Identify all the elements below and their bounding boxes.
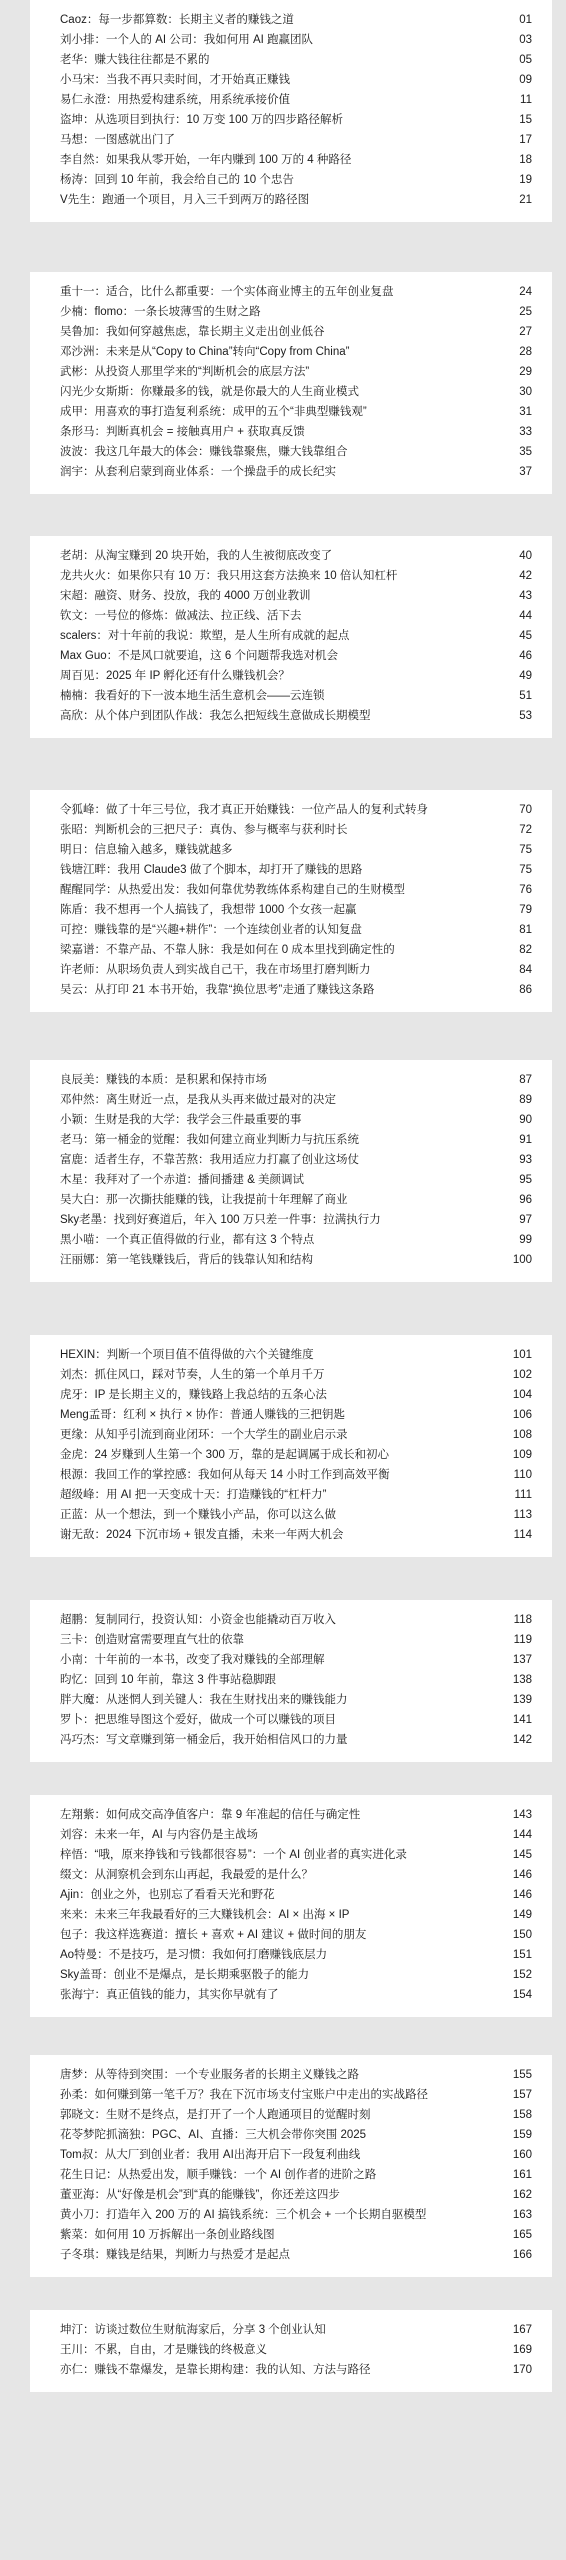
entry-title: 金虎：24 岁赚到人生第一个 300 万，靠的是起调属于成长和初心: [60, 1449, 390, 1461]
entry-title: 盗坤：从选项目到执行：10 万变 100 万的四步路径解析: [60, 114, 344, 126]
toc-entry[interactable]: [60, 960, 532, 980]
toc-entry[interactable]: [60, 860, 532, 880]
entry-title: 富鹿：适者生存，不靠苦熬：我用适应力打赢了创业这场仗: [60, 1154, 359, 1166]
entry-page-number: 167: [512, 2324, 532, 2336]
entry-title: 紫菜：如何用 10 万拆解出一条创业路线图: [60, 2229, 275, 2241]
toc-entry[interactable]: [60, 980, 532, 1000]
entry-title: 更缘：从知乎引流到商业闭环：一个大学生的副业启示录: [60, 1429, 348, 1441]
entry-title: 子冬琪：赚钱是结果，判断力与热爱才是起点: [60, 2249, 290, 2261]
toc-entry[interactable]: [60, 1825, 532, 1845]
entry-page-number: 109: [512, 1449, 532, 1461]
entry-title: 花苓梦陀抓滴独：PGC、AI、直播：三大机会带你突围 2025: [60, 2129, 367, 2141]
entry-page-number: 28: [519, 346, 532, 358]
toc-entry[interactable]: [60, 1170, 532, 1190]
entry-page-number: 165: [512, 2229, 532, 2241]
entry-title: Sky盖哥：创业不是爆点，是长期乘驱骰子的能力: [60, 1969, 310, 1981]
entry-title: 小南：十年前的一本书，改变了我对赚钱的全部理解: [60, 1654, 325, 1666]
toc-entry[interactable]: [60, 2225, 532, 2245]
toc-entry[interactable]: [60, 940, 532, 960]
entry-page-number: 110: [513, 1469, 532, 1481]
entry-title: 老华：赚大钱往往都是不累的: [60, 54, 210, 66]
entry-title: 明日：信息输入越多，赚钱就越多: [60, 844, 233, 856]
toc-entry[interactable]: [60, 920, 532, 940]
toc-entry[interactable]: [60, 2205, 532, 2225]
toc-entry[interactable]: [60, 342, 532, 362]
toc-entry[interactable]: [60, 1525, 532, 1545]
entry-page-number: 144: [512, 1829, 532, 1841]
entry-title: 孙柔：如何赚到第一笔千万？我在下沉市场支付宝账户中走出的实战路径: [60, 2089, 428, 2101]
toc-entry[interactable]: [60, 282, 532, 302]
entry-page-number: 161: [512, 2169, 532, 2181]
toc-entry[interactable]: [60, 1210, 532, 1230]
entry-title: 良辰美：赚钱的本质：是积累和保持市场: [60, 1074, 267, 1086]
entry-page-number: 53: [519, 710, 532, 722]
toc-entry[interactable]: [60, 1345, 532, 1365]
toc-entry[interactable]: [60, 422, 532, 442]
entry-page-number: 157: [512, 2089, 532, 2101]
toc-section: [30, 1795, 552, 2017]
entry-page-number: 114: [513, 1529, 532, 1541]
entry-title: 少楠：flomo：一条长坡薄雪的生财之路: [60, 306, 261, 318]
entry-page-number: 27: [519, 326, 532, 338]
entry-title: 条形马：判断真机会 = 接触真用户 + 获取真反馈: [60, 426, 305, 438]
entry-title: 醒醒同学：从热爱出发：我如何靠优势教练体系构建自己的生财模型: [60, 884, 405, 896]
entry-title: Max Guo：不是风口就要追，这 6 个问题帮我选对机会: [60, 650, 338, 662]
toc-entry[interactable]: [60, 1710, 532, 1730]
entry-title: Tom叔：从大厂到创业者：我用 AI出海开启下一段复利曲线: [60, 2149, 361, 2161]
toc-entry[interactable]: [60, 646, 532, 666]
toc-entry[interactable]: [60, 900, 532, 920]
entry-page-number: 01: [519, 14, 532, 26]
entry-title: 唐梦：从等待到突围：一个专业服务者的长期主义赚钱之路: [60, 2069, 359, 2081]
toc-entry[interactable]: [60, 1610, 532, 1630]
toc-section: [30, 2055, 552, 2277]
entry-title: 超鹏：复制同行，投资认知：小资金也能撬动百万收入: [60, 1614, 336, 1626]
toc-entry[interactable]: [60, 1845, 532, 1865]
entry-page-number: 42: [519, 570, 532, 582]
entry-page-number: 119: [513, 1634, 532, 1646]
entry-title: 李自然：如果我从零开始，一年内赚到 100 万的 4 种路径: [60, 154, 352, 166]
entry-title: 闪光少女斯斯：你赚最多的钱，就是你最大的人生商业模式: [60, 386, 359, 398]
toc-entry[interactable]: [60, 2165, 532, 2185]
toc-entry[interactable]: [60, 362, 532, 382]
toc-entry[interactable]: [60, 1070, 532, 1090]
toc-entry[interactable]: [60, 666, 532, 686]
entry-title: 冯巧杰：写文章赚到第一桶金后，我开始相信风口的力量: [60, 1734, 348, 1746]
toc-entry[interactable]: [60, 586, 532, 606]
toc-entry[interactable]: [60, 90, 532, 110]
entry-page-number: 108: [512, 1429, 532, 1441]
entry-title: 老马：第一桶金的觉醒：我如何建立商业判断力与抗压系统: [60, 1134, 359, 1146]
toc-entry[interactable]: [60, 880, 532, 900]
toc-entry[interactable]: [60, 190, 532, 210]
entry-page-number: 21: [519, 194, 532, 206]
toc-section: [30, 1060, 552, 1282]
entry-title: 左翔紫：如何成交高净值客户：靠 9 年准起的信任与确定性: [60, 1809, 361, 1821]
entry-title: 根源：我回工作的掌控感：我如何从每天 14 小时工作到高效平衡: [60, 1469, 390, 1481]
entry-page-number: 145: [512, 1849, 532, 1861]
entry-page-number: 24: [519, 286, 532, 298]
entry-page-number: 162: [512, 2189, 532, 2201]
entry-title: 张昭：判断机会的三把尺子：真伪、参与概率与获利时长: [60, 824, 348, 836]
entry-title: 邓仲然：离生财近一点，是我从头再来做过最对的决定: [60, 1094, 336, 1106]
toc-section: [30, 1600, 552, 1762]
toc-entry[interactable]: [60, 1425, 532, 1445]
toc-entry[interactable]: [60, 686, 532, 706]
entry-page-number: 149: [512, 1909, 532, 1921]
toc-entry[interactable]: [60, 566, 532, 586]
entry-page-number: 163: [512, 2209, 532, 2221]
toc-entry[interactable]: [60, 150, 532, 170]
entry-page-number: 17: [519, 134, 532, 146]
toc-entry[interactable]: [60, 1230, 532, 1250]
entry-title: 王川：不累，自由，才是赚钱的终极意义: [60, 2344, 267, 2356]
entry-title: 张海宁：真正值钱的能力，其实你早就有了: [60, 1989, 279, 2001]
entry-title: 钱塘江畔：我用 Claude3 做了个脚本，却打开了赚钱的思路: [60, 864, 363, 876]
entry-page-number: 03: [519, 34, 532, 46]
entry-title: 正蓝：从一个想法，到一个赚钱小产品，你可以这么做: [60, 1509, 336, 1521]
entry-title: 小马宋：当我不再只卖时间，才开始真正赚钱: [60, 74, 290, 86]
entry-page-number: 79: [519, 904, 532, 916]
toc-entry[interactable]: [60, 1505, 532, 1525]
entry-page-number: 82: [519, 944, 532, 956]
entry-page-number: 146: [512, 1889, 532, 1901]
toc-entry[interactable]: [60, 1385, 532, 1405]
entry-page-number: 87: [519, 1074, 532, 1086]
toc-entry[interactable]: [60, 2145, 532, 2165]
entry-page-number: 95: [519, 1174, 532, 1186]
entry-page-number: 84: [519, 964, 532, 976]
toc-entry[interactable]: [60, 1090, 532, 1110]
toc-entry[interactable]: [60, 1730, 532, 1750]
entry-title: 楠楠：我看好的下一波本地生活生意机会——云连锁: [60, 690, 325, 702]
toc-entry[interactable]: [60, 442, 532, 462]
toc-entry[interactable]: [60, 462, 532, 482]
toc-entry[interactable]: [60, 2105, 532, 2125]
entry-title: 吴鲁加：我如何穿越焦虑，靠长期主义走出创业低谷: [60, 326, 325, 338]
toc-section: [30, 790, 552, 1012]
toc-entry[interactable]: [60, 1150, 532, 1170]
entry-page-number: 72: [519, 824, 532, 836]
toc-section: [30, 1335, 552, 1557]
entry-title: 令狐峰：做了十年三号位，我才真正开始赚钱：一位产品人的复利式转身: [60, 804, 428, 816]
toc-entry[interactable]: [60, 1965, 532, 1985]
entry-page-number: 75: [519, 844, 532, 856]
entry-page-number: 139: [512, 1694, 532, 1706]
entry-page-number: 166: [512, 2249, 532, 2261]
entry-page-number: 89: [519, 1094, 532, 1106]
entry-title: 钦文：一号位的修炼：做减法、拉正线、活下去: [60, 610, 302, 622]
entry-page-number: 25: [519, 306, 532, 318]
entry-page-number: 43: [519, 590, 532, 602]
entry-page-number: 31: [519, 406, 532, 418]
entry-page-number: 05: [519, 54, 532, 66]
toc-entry[interactable]: [60, 382, 532, 402]
toc-entry[interactable]: [60, 2125, 532, 2145]
entry-title: 包子：我这样选赛道：擅长 + 喜欢 + AI 建议 + 做时间的朋友: [60, 1929, 367, 1941]
entry-page-number: 35: [519, 446, 532, 458]
entry-page-number: 81: [519, 924, 532, 936]
entry-page-number: 158: [512, 2109, 532, 2121]
toc-entry[interactable]: [60, 170, 532, 190]
toc-entry[interactable]: [60, 1445, 532, 1465]
toc-entry[interactable]: [60, 1905, 532, 1925]
entry-title: 周百见：2025 年 IP 孵化还有什么赚钱机会？: [60, 670, 290, 682]
toc-entry[interactable]: [60, 302, 532, 322]
toc-entry[interactable]: [60, 50, 532, 70]
entry-page-number: 11: [520, 94, 532, 106]
toc-entry[interactable]: [60, 2245, 532, 2265]
entry-title: Ajin：创业之外，也别忘了看看天光和野花: [60, 1889, 275, 1901]
entry-title: 三卡：创造财富需要理直气壮的依靠: [60, 1634, 244, 1646]
entry-title: 成甲：用喜欢的事打造复利系统：成甲的五个“非典型赚钱观”: [60, 406, 367, 418]
toc-entry[interactable]: [60, 10, 532, 30]
entry-title: Ao特曼：不是技巧，是习惯：我如何打磨赚钱底层力: [60, 1949, 328, 1961]
toc-entry[interactable]: [60, 2320, 532, 2340]
entry-page-number: 96: [519, 1194, 532, 1206]
toc-entry[interactable]: [60, 1190, 532, 1210]
entry-page-number: 46: [519, 650, 532, 662]
entry-title: 马想：一图感就出门了: [60, 134, 175, 146]
entry-title: 谢无敌：2024 下沉市场 + 银发直播，未来一年两大机会: [60, 1529, 344, 1541]
entry-page-number: 18: [519, 154, 532, 166]
entry-title: 武彬：从投资人那里学来的“判断机会的底层方法”: [60, 366, 310, 378]
entry-page-number: 37: [519, 466, 532, 478]
entry-page-number: 154: [512, 1989, 532, 2001]
toc-entry[interactable]: [60, 110, 532, 130]
entry-page-number: 15: [519, 114, 532, 126]
toc-entry[interactable]: [60, 800, 532, 820]
entry-page-number: 91: [519, 1134, 532, 1146]
entry-title: 润宇：从套利启蒙到商业体系：一个操盘手的成长纪实: [60, 466, 336, 478]
entry-page-number: 29: [519, 366, 532, 378]
toc-entry[interactable]: [60, 1925, 532, 1945]
entry-page-number: 141: [512, 1714, 532, 1726]
entry-page-number: 75: [519, 864, 532, 876]
entry-title: 波波：我这几年最大的体会：赚钱靠聚焦，赚大钱靠组合: [60, 446, 348, 458]
entry-title: 小颖：生财是我的大学：我学会三件最重要的事: [60, 1114, 302, 1126]
entry-page-number: 150: [512, 1929, 532, 1941]
toc-entry[interactable]: [60, 1885, 532, 1905]
entry-page-number: 160: [512, 2149, 532, 2161]
entry-title: 胖大魔：从迷惘人到关键人：我在生财找出来的赚钱能力: [60, 1694, 348, 1706]
entry-title: V先生：跑通一个项目，月入三千到两万的路径图: [60, 194, 310, 206]
entry-title: 昀忆：回到 10 年前，靠这 3 件事站稳脚跟: [60, 1674, 276, 1686]
entry-title: 刘小排：一个人的 AI 公司：我如何用 AI 跑赢团队: [60, 34, 314, 46]
entry-title: 花生日记：从热爱出发，顺手赚钱：一个 AI 创作者的进阶之路: [60, 2169, 377, 2181]
entry-page-number: 137: [512, 1654, 532, 1666]
toc-section: [30, 272, 552, 494]
entry-title: 重十一：适合，比什么都重要：一个实体商业博主的五年创业复盘: [60, 286, 394, 298]
entry-page-number: 152: [512, 1969, 532, 1981]
entry-title: 董亚海：从“好像是机会”到“真的能赚钱”，你还差这四步: [60, 2189, 340, 2201]
entry-title: 虎牙：IP 是长期主义的，赚钱路上我总结的五条心法: [60, 1389, 327, 1401]
entry-page-number: 138: [512, 1674, 532, 1686]
entry-page-number: 169: [512, 2344, 532, 2356]
entry-title: 梓悟：“哦，原来挣钱和亏钱都很容易”：一个 AI 创业者的真实进化录: [60, 1849, 407, 1861]
toc-entry[interactable]: [60, 1805, 532, 1825]
toc-entry[interactable]: [60, 1670, 532, 1690]
toc-section: [30, 536, 552, 738]
entry-page-number: 155: [512, 2069, 532, 2081]
toc-entry[interactable]: [60, 706, 532, 726]
entry-title: 刘容：未来一年，AI 与内容仍是主战场: [60, 1829, 259, 1841]
toc-entry[interactable]: [60, 820, 532, 840]
toc-section: [30, 2310, 552, 2392]
toc-entry[interactable]: [60, 2185, 532, 2205]
toc-entry[interactable]: [60, 1650, 532, 1670]
toc-entry[interactable]: [60, 840, 532, 860]
entry-page-number: 142: [512, 1734, 532, 1746]
entry-page-number: 70: [519, 804, 532, 816]
toc-entry[interactable]: [60, 1365, 532, 1385]
entry-title: HEXIN：判断一个项目值不值得做的六个关键维度: [60, 1349, 314, 1361]
toc-section: [30, 0, 552, 222]
toc-entry[interactable]: [60, 130, 532, 150]
toc-entry[interactable]: [60, 1985, 532, 2005]
toc-entry[interactable]: [60, 1945, 532, 1965]
entry-title: 高欣：从个体户到团队作战：我怎么把短线生意做成长期模型: [60, 710, 371, 722]
entry-title: 亦仁：赚钱不靠爆发，是靠长期构建：我的认知、方法与路径: [60, 2364, 371, 2376]
toc-entry[interactable]: [60, 1110, 532, 1130]
entry-title: 罗卜：把思维导图这个爱好，做成一个可以赚钱的项目: [60, 1714, 336, 1726]
entry-title: 超级峰：用 AI 把一天变成十天：打造赚钱的“杠杆力”: [60, 1489, 327, 1501]
toc-entry[interactable]: [60, 1130, 532, 1150]
toc-entry[interactable]: [60, 2360, 532, 2380]
entry-page-number: 113: [513, 1509, 532, 1521]
toc-entry[interactable]: [60, 1485, 532, 1505]
entry-page-number: 76: [519, 884, 532, 896]
entry-page-number: 51: [519, 690, 532, 702]
entry-page-number: 106: [512, 1409, 532, 1421]
toc-entry[interactable]: [60, 626, 532, 646]
entry-page-number: 159: [512, 2129, 532, 2141]
toc-entry[interactable]: [60, 1630, 532, 1650]
entry-title: 许老师：从职场负责人到实战自己干，我在市场里打磨判断力: [60, 964, 371, 976]
entry-page-number: 19: [519, 174, 532, 186]
entry-title: 邓沙洲：未来是从“Copy to China”转向“Copy from China”: [60, 346, 350, 358]
toc-entry[interactable]: [60, 70, 532, 90]
entry-title: 可控：赚钱靠的是“兴趣+耕作”：一个连续创业者的认知复盘: [60, 924, 362, 936]
entry-title: 老胡：从淘宝赚到 20 块开始，我的人生被彻底改变了: [60, 550, 333, 562]
entry-page-number: 86: [519, 984, 532, 996]
entry-page-number: 102: [512, 1369, 532, 1381]
toc-entry[interactable]: [60, 1250, 532, 1270]
entry-title: Meng孟哥：红利 × 执行 × 协作：普通人赚钱的三把钥匙: [60, 1409, 345, 1421]
entry-title: 吴云：从打印 21 本书开始，我靠“换位思考”走通了赚钱这条路: [60, 984, 375, 996]
entry-title: 吴大白：那一次撕扶能赚的钱，让我提前十年理解了商业: [60, 1194, 348, 1206]
toc-entry[interactable]: [60, 2340, 532, 2360]
entry-title: Sky老墨：找到好赛道后，年入 100 万只差一件事：拉满执行力: [60, 1214, 381, 1226]
entry-title: 郭晓文：生财不是终点，是打开了一个人跑通项目的觉醒时刻: [60, 2109, 371, 2121]
toc-entry[interactable]: [60, 1465, 532, 1485]
entry-page-number: 40: [519, 550, 532, 562]
toc-entry[interactable]: [60, 30, 532, 50]
entry-page-number: 90: [519, 1114, 532, 1126]
entry-page-number: 45: [519, 630, 532, 642]
toc-entry[interactable]: [60, 546, 532, 566]
entry-page-number: 97: [519, 1214, 532, 1226]
entry-page-number: 30: [519, 386, 532, 398]
entry-page-number: 49: [519, 670, 532, 682]
entry-page-number: 170: [512, 2364, 532, 2376]
entry-page-number: 101: [512, 1349, 532, 1361]
entry-title: 缀文：从洞察机会到东山再起，我最爱的是什么？: [60, 1869, 313, 1881]
entry-title: Caoz：每一步都算数：长期主义者的赚钱之道: [60, 14, 294, 26]
entry-page-number: 143: [512, 1809, 532, 1821]
entry-title: 汪丽娜：第一笔钱赚钱后，背后的钱靠认知和结构: [60, 1254, 313, 1266]
entry-page-number: 100: [512, 1254, 532, 1266]
entry-title: 陈盾：我不想再一个人搞钱了，我想带 1000 个女孩一起赢: [60, 904, 357, 916]
entry-page-number: 33: [519, 426, 532, 438]
toc-entry[interactable]: [60, 1690, 532, 1710]
entry-page-number: 93: [519, 1154, 532, 1166]
entry-page-number: 146: [512, 1869, 532, 1881]
entry-title: 木星：我拜对了一个赤道：播间播建 & 美颜调试: [60, 1174, 305, 1186]
toc-entry[interactable]: [60, 2085, 532, 2105]
toc-entry[interactable]: [60, 2065, 532, 2085]
toc-entry[interactable]: [60, 402, 532, 422]
entry-page-number: 151: [512, 1949, 532, 1961]
entry-title: 黑小喵：一个真正值得做的行业，都有这 3 个特点: [60, 1234, 315, 1246]
toc-entry[interactable]: [60, 1405, 532, 1425]
entry-title: 易仁永澄：用热爱构建系统，用系统承接价值: [60, 94, 290, 106]
entry-title: 坤汀：访谈过数位生财航海家后，分享 3 个创业认知: [60, 2324, 326, 2336]
entry-page-number: 118: [513, 1614, 532, 1626]
entry-page-number: 44: [519, 610, 532, 622]
entry-page-number: 99: [519, 1234, 532, 1246]
toc-entry[interactable]: [60, 1865, 532, 1885]
entry-title: 梁嘉谱：不靠产品、不靠人脉：我是如何在 0 成本里找到确定性的: [60, 944, 395, 956]
entry-title: scalers：对十年前的我说：欺塑，是人生所有成就的起点: [60, 630, 350, 642]
entry-title: 龙共火火：如果你只有 10 万：我只用这套方法换来 10 倍认知杠杆: [60, 570, 398, 582]
entry-page-number: 111: [514, 1489, 532, 1501]
entry-page-number: 104: [512, 1389, 532, 1401]
entry-page-number: 09: [519, 74, 532, 86]
entry-title: 杨涛：回到 10 年前，我会给自己的 10 个忠告: [60, 174, 294, 186]
toc-entry[interactable]: [60, 606, 532, 626]
entry-title: 宋超：融资、财务、投放，我的 4000 万创业教训: [60, 590, 311, 602]
entry-title: 黄小刀：打造年入 200 万的 AI 搞钱系统：三个机会 + 一个长期自驱模型: [60, 2209, 427, 2221]
toc-entry[interactable]: [60, 322, 532, 342]
entry-title: 来来：未来三年我最看好的三大赚钱机会：AI × 出海 × IP: [60, 1909, 350, 1921]
entry-title: 刘杰：抓住风口，踩对节奏，人生的第一个单月千万: [60, 1369, 325, 1381]
